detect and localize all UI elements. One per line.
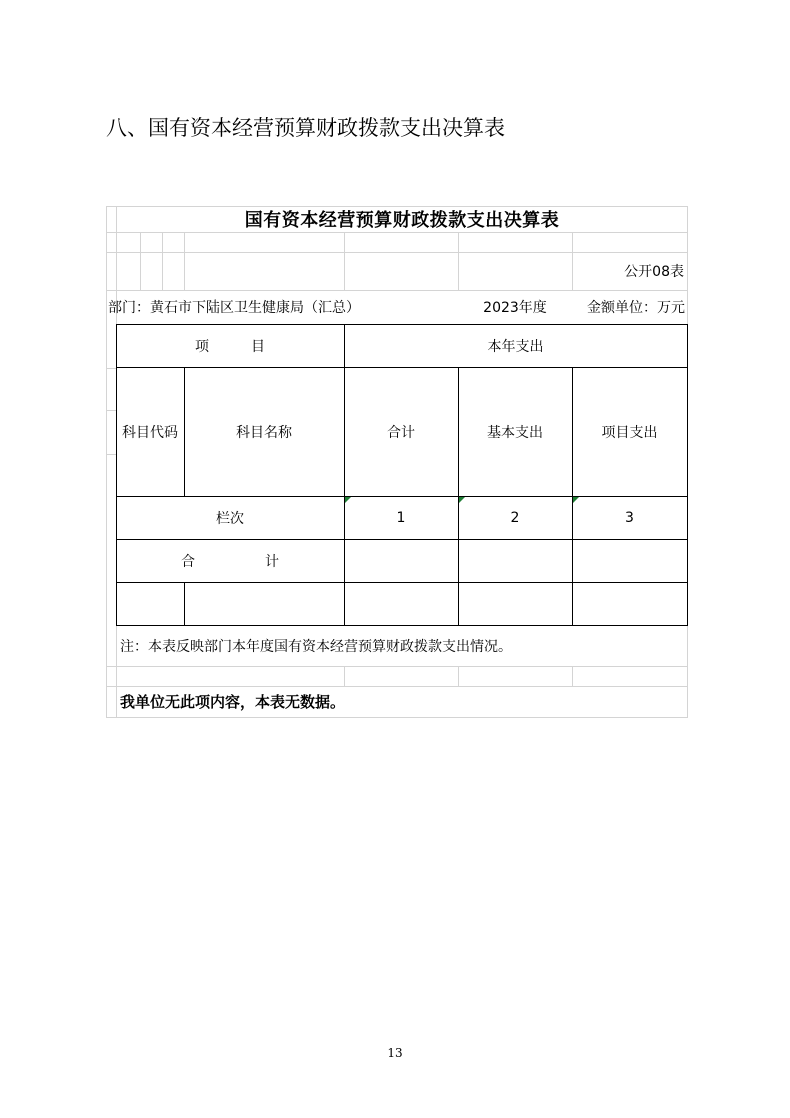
header-project-expenditure: 项目支出 <box>601 424 658 441</box>
page-number: 13 <box>387 1046 403 1060</box>
header-subject-code: 科目代码 <box>122 424 178 441</box>
gridline <box>106 232 688 233</box>
gridline <box>184 232 185 290</box>
expenditure-table <box>106 206 688 718</box>
gridline <box>140 232 141 290</box>
gridline <box>106 410 116 411</box>
column-index-2: 2 <box>510 509 520 526</box>
table-title: 国有资本经营预算财政拨款支出决算表 <box>244 210 560 231</box>
form-code: 公开08表 <box>624 264 684 280</box>
header-current-year-expenditure: 本年支出 <box>487 338 544 355</box>
row-total-label: 合 计 <box>181 553 279 570</box>
gridline <box>344 666 345 686</box>
gridline <box>344 232 345 290</box>
column-index-1: 1 <box>396 509 406 526</box>
row-index-label: 栏次 <box>216 510 244 527</box>
header-total: 合计 <box>387 424 415 441</box>
amount-unit: 金额单位：万元 <box>587 300 685 316</box>
table-border <box>116 582 688 583</box>
gridline <box>106 666 688 667</box>
gridline <box>106 454 116 455</box>
no-data-statement: 我单位无此项内容，本表无数据。 <box>120 693 346 711</box>
table-note: 注：本表反映部门本年度国有资本经营预算财政拨款支出情况。 <box>120 639 512 655</box>
gridline <box>106 206 107 718</box>
header-subject-name: 科目名称 <box>236 424 292 441</box>
gridline <box>572 666 573 686</box>
gridline <box>458 666 459 686</box>
header-basic-expenditure: 基本支出 <box>487 424 543 441</box>
gridline <box>106 717 688 718</box>
gridline <box>458 232 459 290</box>
gridline <box>106 368 116 369</box>
table-border <box>687 324 688 626</box>
column-index-3: 3 <box>625 509 634 526</box>
fiscal-year: 2023年度 <box>483 300 547 316</box>
department-label: 部门：黄石市下陆区卫生健康局（汇总） <box>108 300 360 316</box>
section-heading: 八、国有资本经营预算财政拨款支出决算表 <box>106 116 505 140</box>
table-border <box>184 582 185 626</box>
gridline <box>162 232 163 290</box>
header-item: 项 目 <box>195 338 265 355</box>
